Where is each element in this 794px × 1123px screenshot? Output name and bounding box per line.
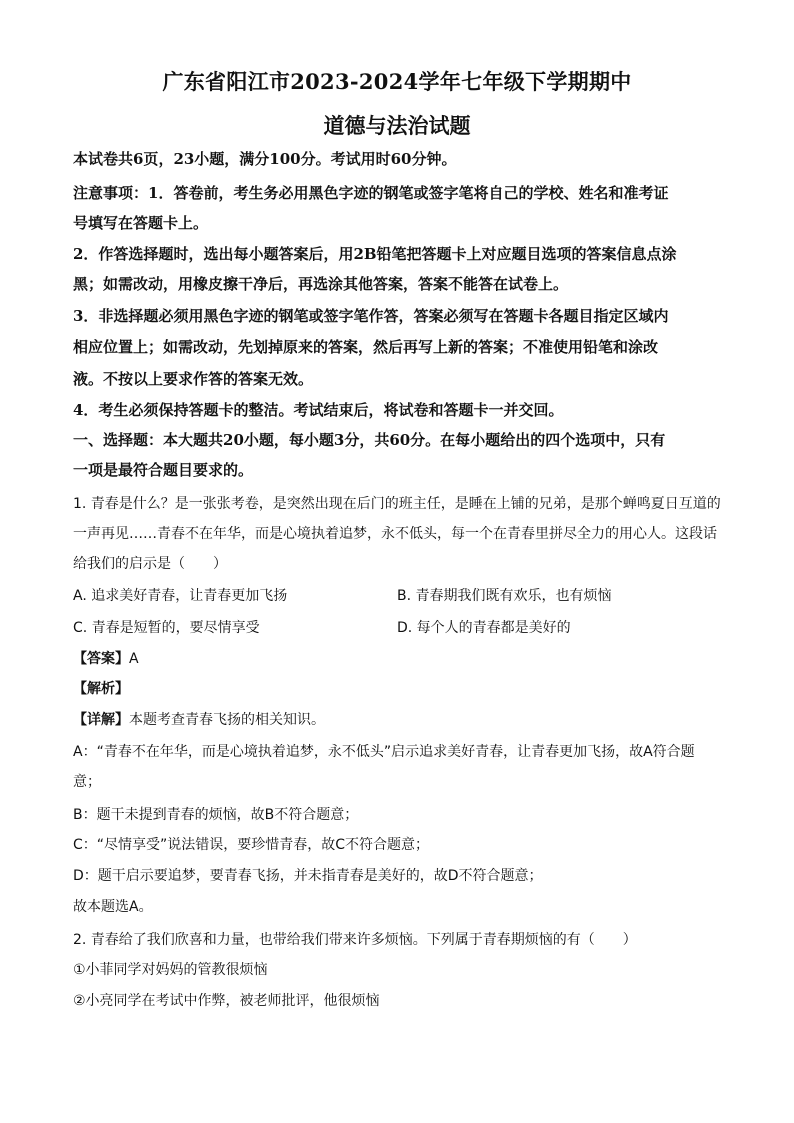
- q1-stem-line-2: 一声再见……青春不在年华，而是心境执着追梦，永不低头，每一个在青春里拼尽全力的用心人。这段话: [73, 526, 717, 542]
- notice-3-line-1: 3．非选择题必须用黑色字迹的钢笔或签字笔作答，答案必须写在答题卡各题目指定区域内: [73, 307, 669, 325]
- q1-stem-line-1: 1. 青春是什么？是一张张考卷，是突然出现在后门的班主任，是睡在上铺的兄弟，是那个蝉鸣夏日互道的: [73, 496, 721, 512]
- q1-explain-a-line-2: 意；: [73, 774, 101, 790]
- section-heading-line-1: 一、选择题：本大题共20小题，每小题3分，共60分。在每小题给出的四个选项中，只有: [73, 431, 666, 449]
- q1-option-a: A. 追求美好青春，让青春更加飞扬: [73, 588, 288, 604]
- detail-text: 本题考查青春飞扬的相关知识。: [129, 712, 325, 728]
- notice-4: 4．考生必须保持答题卡的整洁。考试结束后，将试卷和答题卡一并交回。: [73, 401, 564, 419]
- detail-label: 【详解】: [73, 712, 129, 728]
- q1-conclusion: 故本题选A。: [73, 899, 153, 915]
- q2-item-2: ②小亮同学在考试中作弊，被老师批评，他很烦恼: [73, 993, 380, 1009]
- analysis-label: 【解析】: [73, 681, 129, 697]
- q1-detail: [73, 706, 325, 735]
- notice-2-line-2: 黑；如需改动，用橡皮擦干净后，再选涂其他答案，答案不能答在试卷上。: [73, 275, 569, 293]
- answer-label: 【答案】: [73, 651, 129, 667]
- notice-3-line-2: 相应位置上；如需改动，先划掉原来的答案，然后再写上新的答案；不准使用铅笔和涂改: [73, 338, 659, 356]
- exam-title: 广东省阳江市2023-2024学年七年级下学期期中: [162, 69, 632, 94]
- notice-2-line-1: 2．作答选择题时，选出每小题答案后，用2B铅笔把答题卡上对应题目选项的答案信息点涂: [73, 245, 677, 263]
- notice-3-line-3: 液。不按以上要求作答的答案无效。: [73, 370, 314, 388]
- exam-subtitle: 道德与法治试题: [323, 113, 471, 138]
- q1-explain-c: C：“尽情享受”说法错误，要珍惜青春，故C不符合题意；: [73, 837, 430, 853]
- q1-answer: [73, 645, 139, 674]
- notice-1-line-2: 号填写在答题卡上。: [73, 214, 209, 232]
- q1-explain-d: D：题干启示要追梦，要青春飞扬，并未指青春是美好的，故D不符合题意；: [73, 868, 543, 884]
- q1-stem-line-3: 给我们的启示是（ ）: [73, 556, 227, 572]
- section-heading-line-2: 一项是最符合题目要求的。: [73, 461, 254, 479]
- exam-summary: 本试卷共6页，23小题，满分100分。考试用时60分钟。: [73, 150, 457, 168]
- q2-stem: 2. 青春给了我们欣喜和力量，也带给我们带来许多烦恼。下列属于青春期烦恼的有（ ）: [73, 932, 637, 948]
- q1-option-d: D. 每个人的青春都是美好的: [397, 620, 571, 636]
- q2-item-1: ①小菲同学对妈妈的管教很烦恼: [73, 962, 268, 978]
- q1-option-b: B. 青春期我们既有欢乐，也有烦恼: [397, 588, 612, 604]
- notice-1-line-1: 注意事项：1．答卷前，考生务必用黑色字迹的钢笔或签字笔将自己的学校、姓名和准考证: [73, 184, 669, 202]
- q1-analysis: [73, 675, 129, 704]
- q1-explain-a-line-1: A：“青春不在年华，而是心境执着追梦，永不低头”启示追求美好青春，让青春更加飞扬，故A符合题: [73, 744, 695, 760]
- q1-option-c: C. 青春是短暂的，要尽情享受: [73, 620, 260, 636]
- q1-explain-b: B：题干未提到青春的烦恼，故B不符合题意；: [73, 807, 359, 823]
- answer-value: A: [129, 651, 139, 667]
